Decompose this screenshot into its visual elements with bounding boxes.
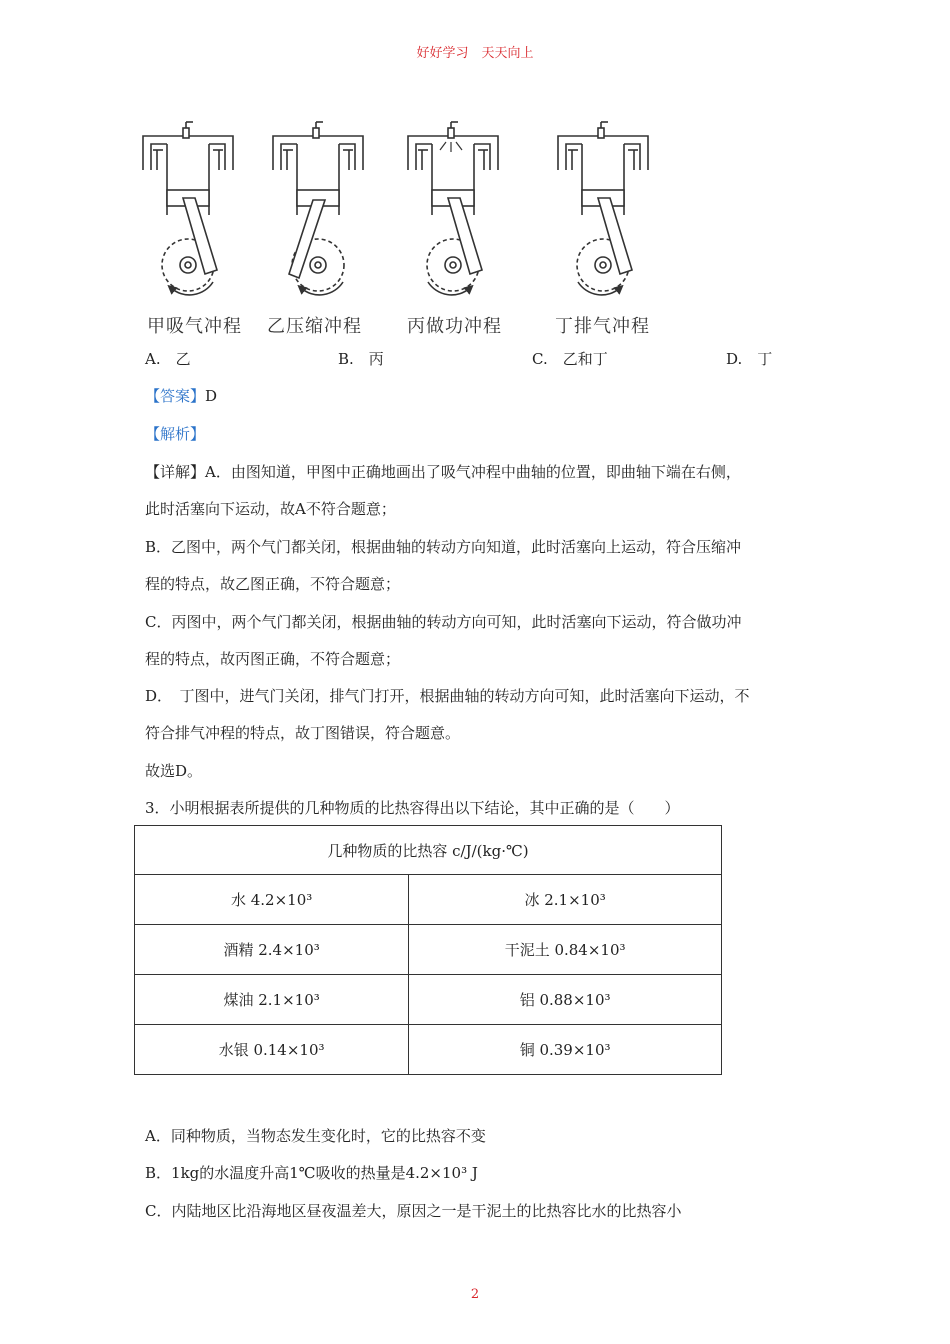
explanation-line: B．乙图中，两个气门都关闭，根据曲轴的转动方向知道，此时活塞向上运动，符合压缩冲 bbox=[145, 538, 742, 556]
table-cell: 干泥土 0.84×10³ bbox=[409, 925, 722, 975]
q3-option-b[interactable]: B．1kg的水温度升高1℃吸收的热量是4.2×10³ J bbox=[145, 1164, 478, 1182]
q2-options bbox=[145, 348, 785, 372]
option-d[interactable]: D. 丁 bbox=[726, 350, 773, 368]
answer-label: 【答案】 bbox=[145, 387, 206, 405]
explanation-line: 程的特点，故乙图正确，不符合题意； bbox=[145, 575, 401, 593]
q3-option-a[interactable]: A．同种物质，当物态发生变化时，它的比热容不变 bbox=[145, 1127, 486, 1145]
table-row bbox=[135, 875, 722, 925]
table-row bbox=[135, 975, 722, 1025]
figure-ding bbox=[558, 122, 648, 295]
table-row bbox=[135, 925, 722, 975]
option-c[interactable]: C. 乙和丁 bbox=[532, 350, 608, 368]
page-header: 好好学习 天天向上 bbox=[416, 46, 534, 61]
question-3: 3．小明根据表所提供的几种物质的比热容得出以下结论，其中正确的是（ ） bbox=[145, 799, 680, 817]
table-cell: 铝 0.88×10³ bbox=[409, 975, 722, 1025]
option-b[interactable]: B. 丙 bbox=[338, 350, 384, 368]
figure-jia bbox=[143, 122, 233, 295]
q3-option-c[interactable]: C．内陆地区比沿海地区昼夜温差大，原因之一是干泥土的比热容比水的比热容小 bbox=[145, 1202, 682, 1220]
explanation-line: 故选D。 bbox=[145, 762, 203, 780]
table-row bbox=[135, 1025, 722, 1075]
explanation-line: D． 丁图中，进气门关闭，排气门打开，根据曲轴的转动方向可知，此时活塞向下运动，不 bbox=[145, 687, 750, 705]
figure-yi bbox=[273, 122, 363, 295]
answer-value: D bbox=[205, 387, 218, 405]
table-cell: 酒精 2.4×10³ bbox=[135, 925, 409, 975]
table-cell: 煤油 2.1×10³ bbox=[135, 975, 409, 1025]
engine-diagrams bbox=[135, 120, 675, 310]
explanation-line: 程的特点，故丙图正确，不符合题意； bbox=[145, 650, 401, 668]
analysis-label: 【解析】 bbox=[145, 425, 206, 443]
option-a[interactable]: A. 乙 bbox=[145, 350, 191, 368]
table-cell: 水 4.2×10³ bbox=[135, 875, 409, 925]
explanation-line: C．丙图中，两个气门都关闭，根据曲轴的转动方向可知，此时活塞向下运动，符合做功冲 bbox=[145, 613, 742, 631]
page-number: 2 bbox=[470, 1287, 480, 1302]
table-caption: 几种物质的比热容 c/J/(kg·℃) bbox=[135, 826, 722, 875]
table-cell: 水银 0.14×10³ bbox=[135, 1025, 409, 1075]
explanation-line: 符合排气冲程的特点，故丁图错误，符合题意。 bbox=[145, 724, 461, 742]
engine-stroke-figures bbox=[135, 120, 675, 335]
explanation-line: 此时活塞向下运动，故A不符合题意； bbox=[145, 500, 396, 518]
answer-line bbox=[145, 385, 217, 406]
figure-bing bbox=[408, 122, 498, 295]
caption-jia: 甲吸气冲程 bbox=[147, 316, 242, 337]
explanation-line: 【详解】A．由图知道，甲图中正确地画出了吸气冲程中曲轴的位置，即曲轴下端在右侧， bbox=[145, 463, 741, 481]
caption-yi: 乙压缩冲程 bbox=[267, 316, 362, 337]
table-cell: 铜 0.39×10³ bbox=[409, 1025, 722, 1075]
caption-ding: 丁排气冲程 bbox=[555, 316, 650, 337]
specific-heat-table bbox=[134, 825, 722, 1075]
table-cell: 冰 2.1×10³ bbox=[409, 875, 722, 925]
caption-bing: 丙做功冲程 bbox=[407, 316, 502, 337]
